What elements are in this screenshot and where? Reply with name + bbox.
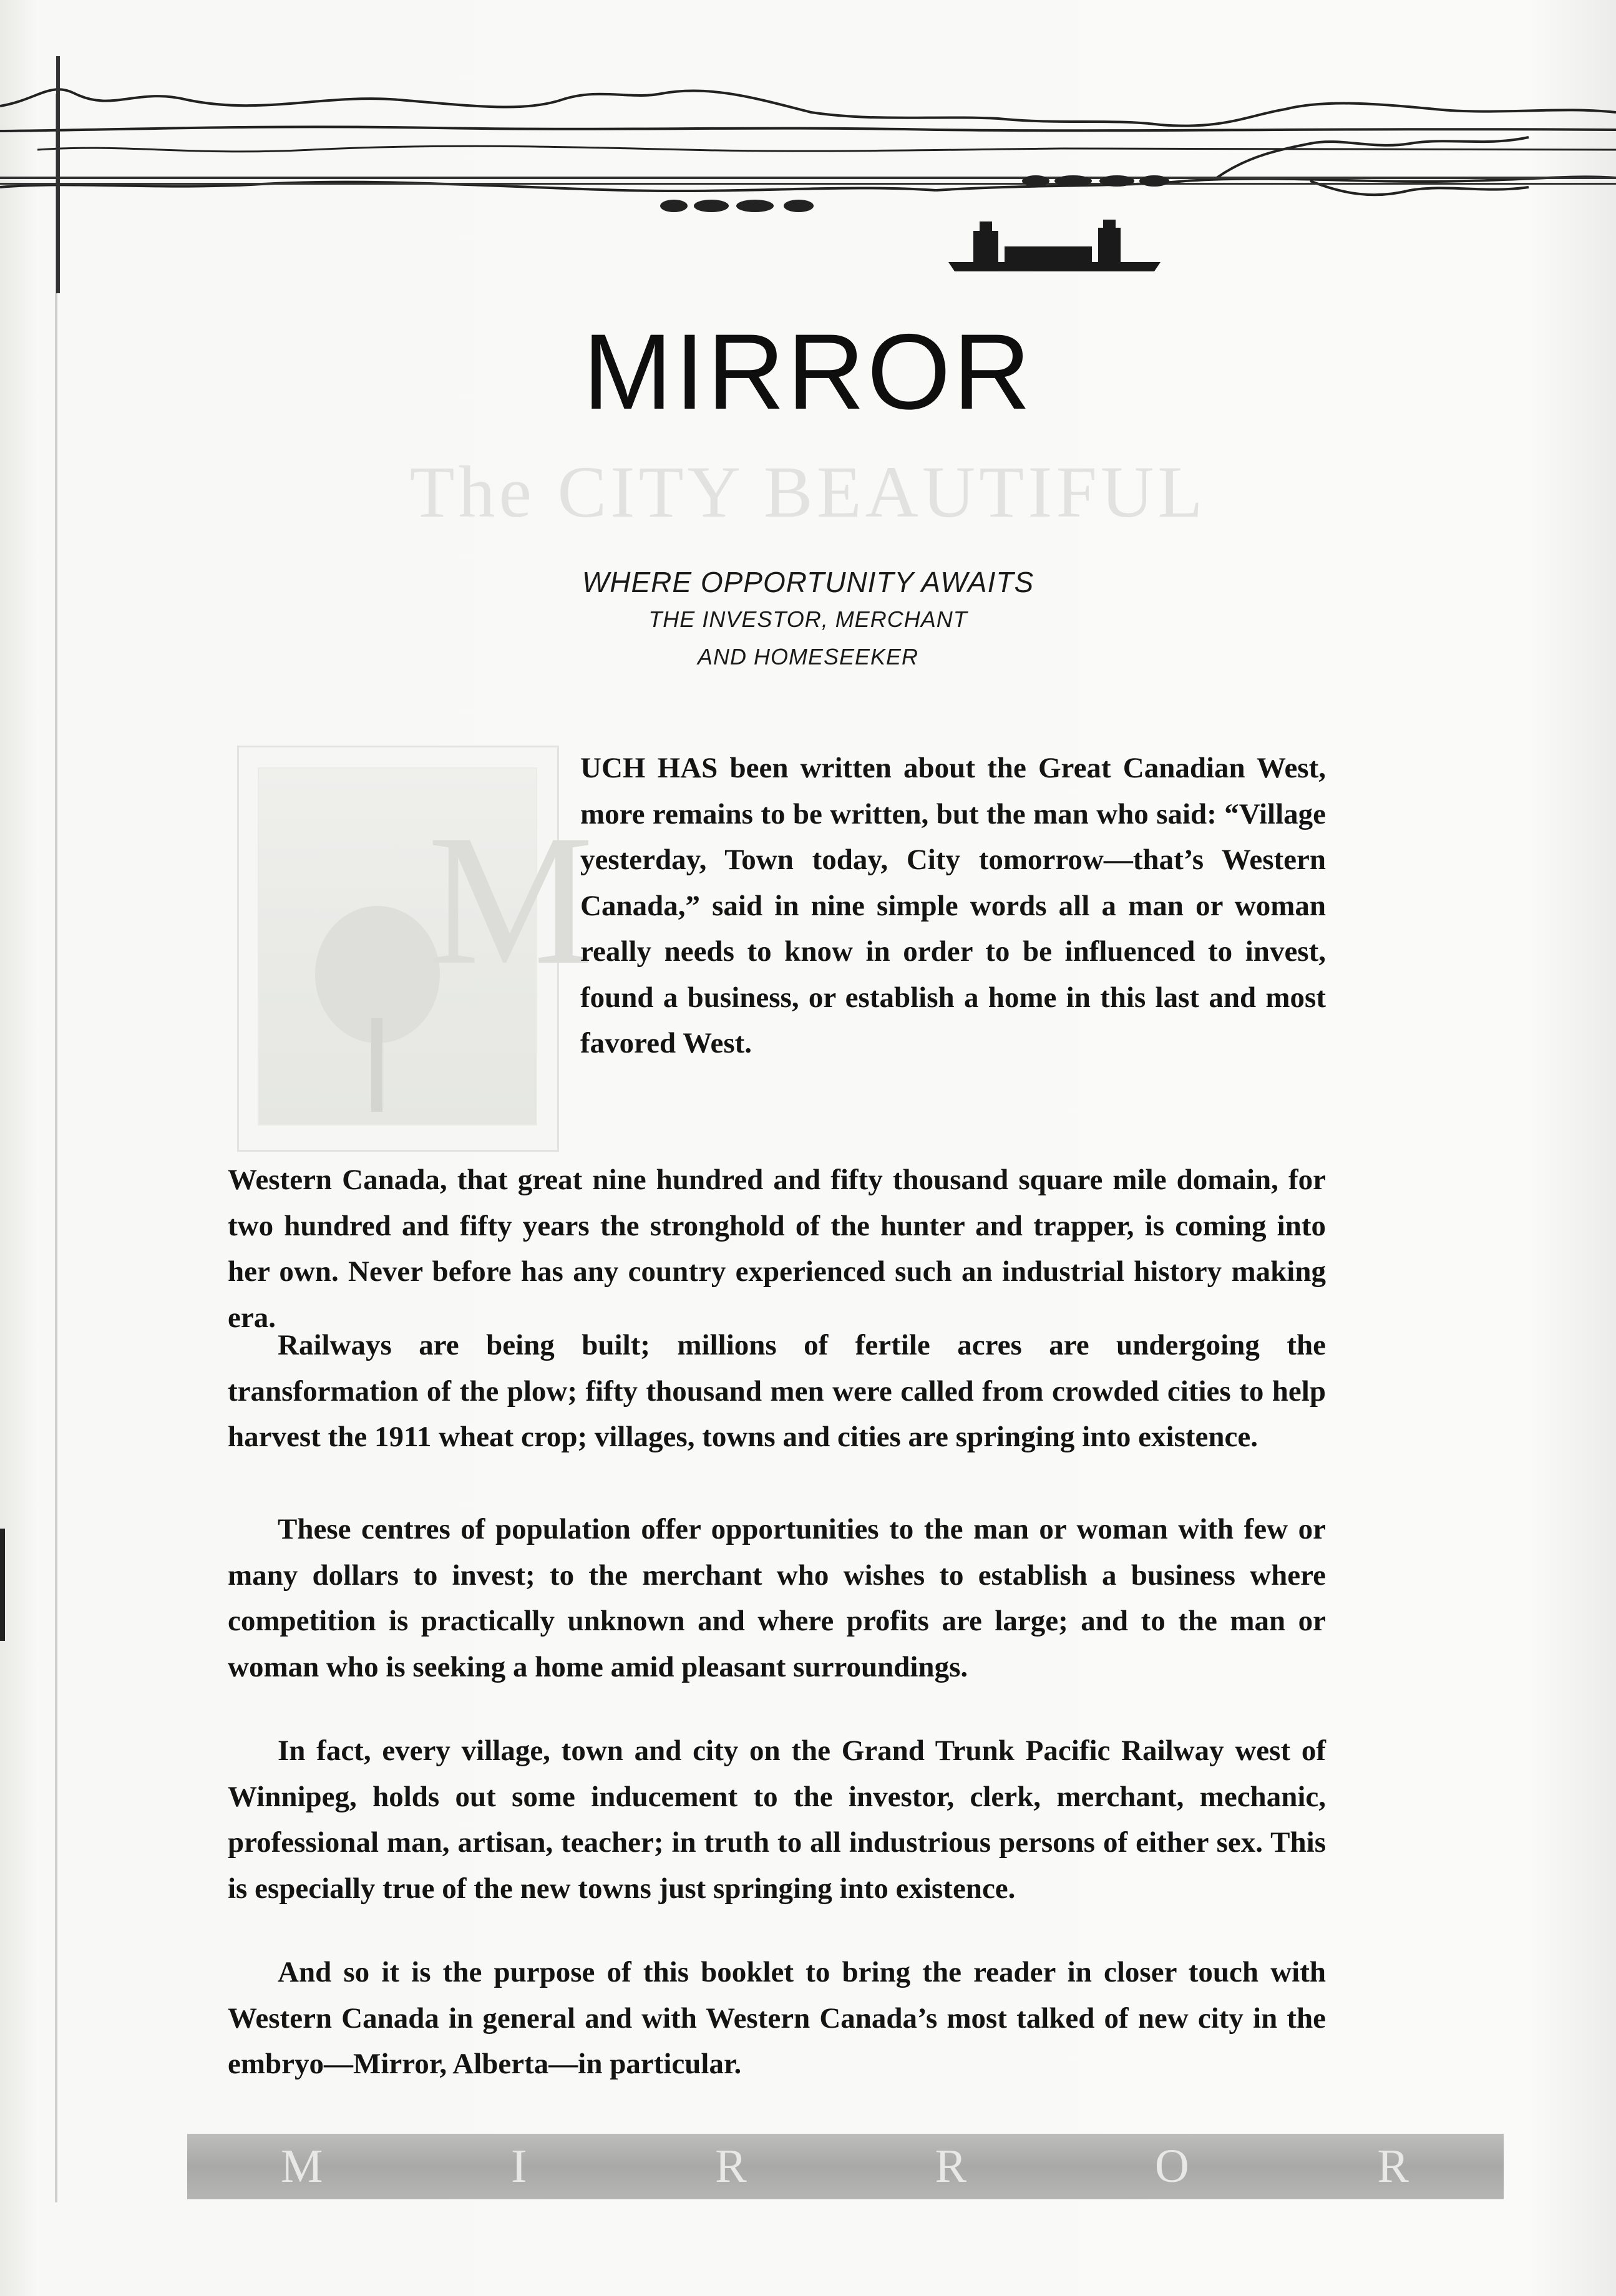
- paragraph-railways: Railways are being built; millions of fertile acres are undergoing the transformation of the plow; fifty thousand men were called from crowded cities to help harvest the 1911 wheat crop; villages, towns and cities are springing into existence.: [228, 1329, 1326, 1453]
- tagline-line-2: THE INVESTOR, MERCHANT: [648, 606, 968, 632]
- drop-cap-frame: [237, 746, 594, 1152]
- paragraph-purpose: And so it is the purpose of this booklet to bring the reader in closer touch with Western Canada in general and with Western Canada’s most talked of new city in the embryo—Mirror, Alberta—in particular.: [228, 1956, 1326, 2080]
- tree-icon: [309, 893, 446, 1118]
- drop-cap-illustration: [258, 767, 594, 1126]
- paragraph-centres: These centres of population offer opportunities to the man or woman with few or many dollars to invest; to the merchant who wishes to establish a business where competition is practically unknown and where profits are large; and to the man or woman who is seeking a home amid pleasant surroundings.: [228, 1513, 1326, 1683]
- footer-letter: I: [511, 2140, 528, 2192]
- paragraph-intro: UCH HAS been written about the Great Canadian West, more remains to be written, but the man who said: “Village yesterday, Town today, City tomorrow—that’s Western Canada,” said in nine simple words all a man or woman really needs to know in order to be influenced to invest, found a business, or establish a home in this last and most favored West.: [580, 752, 1326, 1059]
- tagline-line-1: WHERE OPPORTUNITY AWAITS: [582, 566, 1034, 598]
- footer-letter: M: [280, 2140, 324, 2192]
- footer-letter: O: [1154, 2140, 1190, 2192]
- page-title: MIRROR: [583, 312, 1033, 432]
- page-subtitle: The CITY BEAUTIFUL: [409, 451, 1207, 533]
- footer-letter: R: [715, 2140, 748, 2192]
- tagline-line-3: AND HOMESEEKER: [697, 644, 919, 669]
- drop-cap-letter: M: [427, 796, 594, 1003]
- footer-letter: R: [1377, 2140, 1411, 2192]
- page-edge-mark: [0, 1529, 5, 1641]
- paragraph-grand-trunk: In fact, every village, town and city on the Grand Trunk Pacific Railway west of Winnipeg, holds out some inducement to the investor, clerk, merchant, mechanic, professional man, artisan, teacher; in truth to all industrious persons of either sex. This is especially true of the new towns just springing into existence.: [228, 1734, 1326, 1905]
- paragraph-western-canada: Western Canada, that great nine hundred and fifty thousand square mile domain, for two hundred and fifty years the stronghold of the hunter and trapper, is coming into her own. Never before has any country experienced such an industrial history making era.: [228, 1164, 1326, 1334]
- footer-letter: R: [935, 2140, 968, 2192]
- footer-wordmark: [187, 2134, 1504, 2199]
- lake-landscape-illustration: [0, 56, 1616, 293]
